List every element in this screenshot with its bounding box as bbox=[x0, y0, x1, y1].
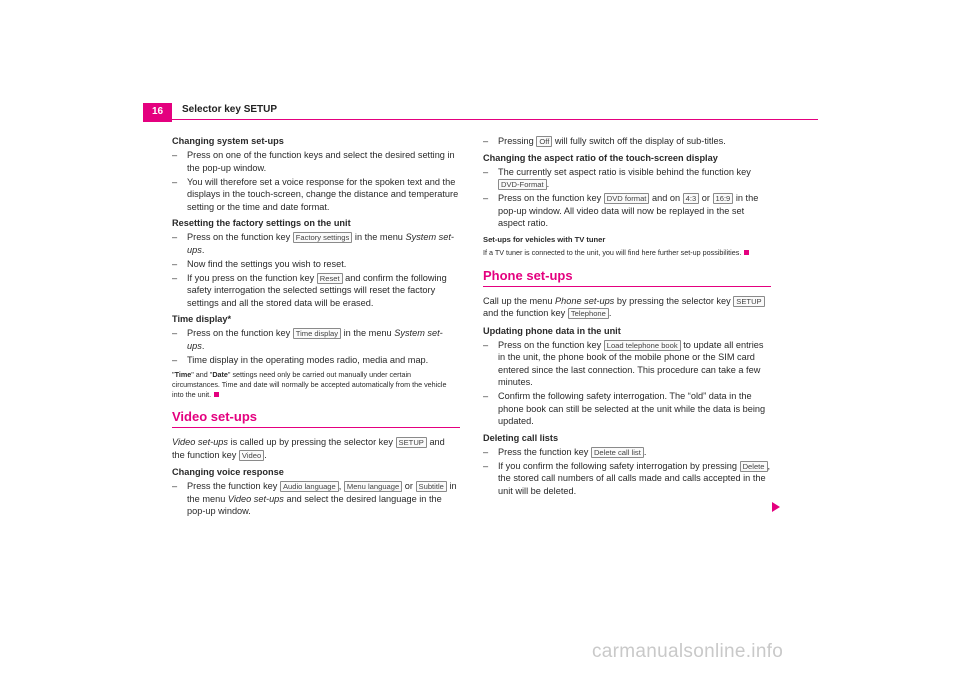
header-divider bbox=[143, 119, 818, 120]
list-item: – Press on the function key DVD format and on 4:3 or 16:9 in the pop-up window. All video data will now be replayed in the set aspect ratio. bbox=[483, 193, 759, 228]
right-column bbox=[483, 135, 771, 499]
section-video-setups: Video set-ups bbox=[172, 409, 460, 428]
time-display-key[interactable]: Time display bbox=[293, 328, 341, 339]
delete-call-list-key[interactable]: Delete call list bbox=[591, 447, 644, 458]
list-item: – Press on the function key Factory settings in the menu System set-ups. bbox=[172, 232, 454, 255]
telephone-key[interactable]: Telephone bbox=[568, 308, 609, 319]
video-intro: Video set-ups is called up by pressing the selector key SETUP and the function key Video . bbox=[172, 437, 445, 460]
setup-key[interactable]: SETUP bbox=[396, 437, 427, 448]
list-item: – Pressing Off will fully switch off the display of sub-titles. bbox=[483, 136, 726, 146]
dvd-format-key[interactable]: DVD format bbox=[604, 193, 650, 204]
list-item: – Now find the settings you wish to reset. bbox=[172, 258, 347, 269]
heading-deleting-call-lists: Deleting call lists bbox=[483, 432, 559, 443]
page-header-title: Selector key SETUP bbox=[182, 104, 278, 115]
list-item: – Press on the function key Load telephone book to update all entries in the unit, the phone book of the mobile phone or the SIM card entered since the last connection. This procedure can take a few minutes. bbox=[483, 339, 764, 388]
heading-aspect-ratio: Changing the aspect ratio of the touch-screen display bbox=[483, 152, 718, 163]
list-item: – The currently set aspect ratio is visible behind the function key DVD-Format . bbox=[483, 166, 751, 189]
list-item: – Time display in the operating modes radio, media and map. bbox=[172, 354, 429, 365]
time-date-note: "Time" and "Date" settings need only be carried out manually under certain circumstances. Time and date will normally be accepted automatically from the vehicle into the unit. bbox=[172, 370, 447, 399]
subtitle-key[interactable]: Subtitle bbox=[416, 481, 447, 492]
off-key[interactable]: Off bbox=[536, 136, 552, 147]
video-key[interactable]: Video bbox=[239, 450, 264, 461]
dvd-format-display-key[interactable]: DVD-Format bbox=[498, 179, 547, 190]
list-item: – Press the function key Delete call list . bbox=[483, 446, 647, 457]
heading-time-display: Time display* bbox=[172, 314, 232, 324]
list-item: – Press on the function key Time display in the menu System set-ups. bbox=[172, 328, 443, 351]
tv-tuner-note: If a TV tuner is connected to the unit, you will find here further set-up possibilities. bbox=[483, 248, 771, 258]
continue-arrow-icon bbox=[772, 502, 780, 512]
list-item: – If you press on the function key Reset and confirm the following safety interrogation the selected settings will reset the factory settings and all the stored data will be erased. bbox=[172, 272, 447, 308]
list-item: – Press on one of the function keys and select the desired setting in the pop-up window. bbox=[172, 150, 455, 173]
page-number: 16 bbox=[143, 103, 172, 122]
heading-resetting: Resetting the factory settings on the unit bbox=[172, 218, 351, 228]
end-mark-icon bbox=[214, 392, 219, 397]
reset-key[interactable]: Reset bbox=[317, 273, 343, 284]
ratio-4-3-key[interactable]: 4:3 bbox=[683, 193, 700, 204]
list-item: – Press the function key Audio language , Menu language or Subtitle in the menu Video set-ups and select the desired language in the pop-up window. bbox=[172, 481, 457, 517]
left-column bbox=[172, 135, 460, 519]
audio-language-key[interactable]: Audio language bbox=[280, 481, 339, 492]
factory-settings-key[interactable]: Factory settings bbox=[293, 232, 353, 243]
phone-intro: Call up the menu Phone set-ups by pressing the selector key SETUP and the function key Telephone . bbox=[483, 295, 771, 320]
list-item: – If you confirm the following safety interrogation by pressing Delete , the stored call numbers of all calls made and calls accepted in the unit will be deleted. bbox=[483, 460, 771, 496]
load-telephone-book-key[interactable]: Load telephone book bbox=[604, 340, 681, 351]
heading-voice-response: Changing voice response bbox=[172, 467, 284, 478]
tv-tuner-title: Set-ups for vehicles with TV tuner bbox=[483, 234, 606, 244]
delete-key[interactable]: Delete bbox=[740, 461, 768, 472]
end-mark-icon bbox=[744, 250, 749, 255]
heading-updating-phone-data: Updating phone data in the unit bbox=[483, 325, 621, 336]
setup-key[interactable]: SETUP bbox=[733, 296, 764, 307]
watermark: carmanualsonline.info bbox=[592, 641, 784, 662]
menu-language-key[interactable]: Menu language bbox=[344, 481, 402, 492]
list-item: – You will therefore set a voice response for the spoken text and the displays in the touch-screen, change the distance and temperature setting or the time and date format. bbox=[172, 176, 459, 212]
heading-changing-system: Changing system set-ups bbox=[172, 136, 284, 146]
ratio-16-9-key[interactable]: 16:9 bbox=[713, 193, 734, 204]
section-phone-setups: Phone set-ups bbox=[483, 268, 771, 287]
list-item: – Confirm the following safety interrogation. The “old” data in the phone book can still be selected at the unit while the data is being updated. bbox=[483, 391, 766, 427]
